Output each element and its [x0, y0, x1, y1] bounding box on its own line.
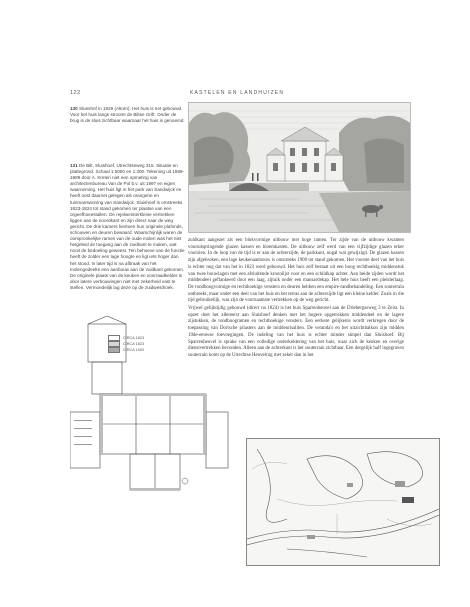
legend-swatch [108, 347, 120, 353]
page-number: 122 [70, 90, 81, 96]
legend-label: CIRCA 1823 [123, 336, 145, 340]
caption-text: Slueshof in 1829 (Altorn). Het huis is net gebouwd. Voor het huis langs stroomt de Biltse Grift. Onder de brug is de sluis zichtbaar waarnaar het huis is genoemd. [70, 106, 185, 124]
legend-item [108, 347, 144, 353]
caption-number: 130 [70, 106, 78, 111]
plan-legend [108, 335, 144, 353]
caption-number: 131 [70, 163, 78, 168]
paragraph: Vrijwel gelijktijdig gebouwd (direct na 1824) is het huis Sparrenheuvel aan de Driebergseweg 3 te Zeist. In opzet doet het allereerst aan Sluishoef denken met het hogere opgetrokken middendeel en de lagere zijstukken, de rondboogramen en rechthoekige vensters. Een eerkere gelijkenis wordt verkregen door de toepassing van Dorische pilasters aan de middenrisaliten. De veranda's en het uitzichtbalkon zijn midden 19de-eeuwse toevoegingen. De indeling van het huis is echter minder simpel dan Sluishoef. Bij Sparrenheuvel is sprake van een volledige onderkeldering van het huis, waar zich de keuken en overige dienstvertrekken bevonden. Alleen aan de achterkant is het souterrain zichtbaar. Een dergelijk half ingegraven souterrain komt op de Utrechtse Heuvelrug met zeker dan in het [188, 306, 404, 358]
caption-130 [70, 106, 185, 124]
legend-label: CIRCA 1900 [123, 348, 145, 352]
site-map [246, 438, 440, 566]
caption-text: De Bilt, Sluishoef, Utrechtseweg 315. Situatie en plattegrond. Schaal 1:5000 en 1:300. Tekening uit 1868-1989 door A. Kreteri niet een opmeting van architectenbureau Van de Pol b.v. uit 1997 en eigen waarneming. Het huis ligt in het park van Sandwijck en heeft oost daarnet gelegen als orangerie en tuinmanswoning van Sandwijck. Sluishoef is omstreeks 1823-1824 tot stand gekomen ter plaatse van een orgeefhoeestallen. De rejelweinterkleine vertrekken liggen aan de noordkant en zijn direct naar de weg gericht. De drie kamers hiertoen hun originele plafonds, schouwen en deuren bewaard. Waarschijnlijk waren de oorspronkelijke ramen van de oude molen was het niet hetgeleid de toegang aan de zuidkant te maken, wat nooit de bedoeling geweest. Ten behoeve van de functie heeft de zolder een lage hoogte en ligt iets hoger dan het stood. In later tijd is na afbraak van het molengedeelte een aanbouw aan de zuidkant gekomen. De originele plaats van de keuken en voorraadkelder is door latere verbouwingen niet met zekerheid vast te stellen. Vermoedelijk lag deze op de zuidwesthoek. [70, 163, 185, 290]
running-title: KASTELEN EN LANDHUIZEN [190, 90, 285, 96]
legend-label: CIRCA 1823 [123, 342, 145, 346]
paragraph: zuidkant aangezet als een blokvormige uitbouw met hoge ramen. Ter zijde van de uitbouw kwamen vooruitspringende glazen kassen en bloemkasten. De uitbouw zelf werd van een vijfzijdige glazen erker voorzien. In de loop van de tijd is er aan de achterzijde, de parkkant, nogal wat gewijzigd. De glazen kassen zijn afgebroken, een lage keukenaanbouw is omstreeks 1900 tot stand gekomen. Het voorste deel van het huis is echter nog dat van het in 1823 werd gebouwd. Het huis zelf bestaat uit een hoog rechthoekig middenstuk van twee bouwlagen met een afsluitende kroonlijst voor en een schildkap achter. Aan beide zijden wordt het middendeel geflankeerd door een laag, zijtuik onder een mansardekap. Het hele huis heeft een pleisterlaag. De rondboogvormige en rechthoekige vensters en deuren hebben een empire-randbehandeling. Een souterrain ontbreekt, maar onder een deel van het huis en het terras aan de achterzijde ligt een kleine kelder. Zoals in die tijd gebruikelijk, was zijn de voornaamste vertrekken op de weg gericht. [188, 238, 404, 304]
floor-plan [70, 316, 231, 498]
caption-131 [70, 163, 185, 291]
engraving-illustration [188, 102, 411, 233]
